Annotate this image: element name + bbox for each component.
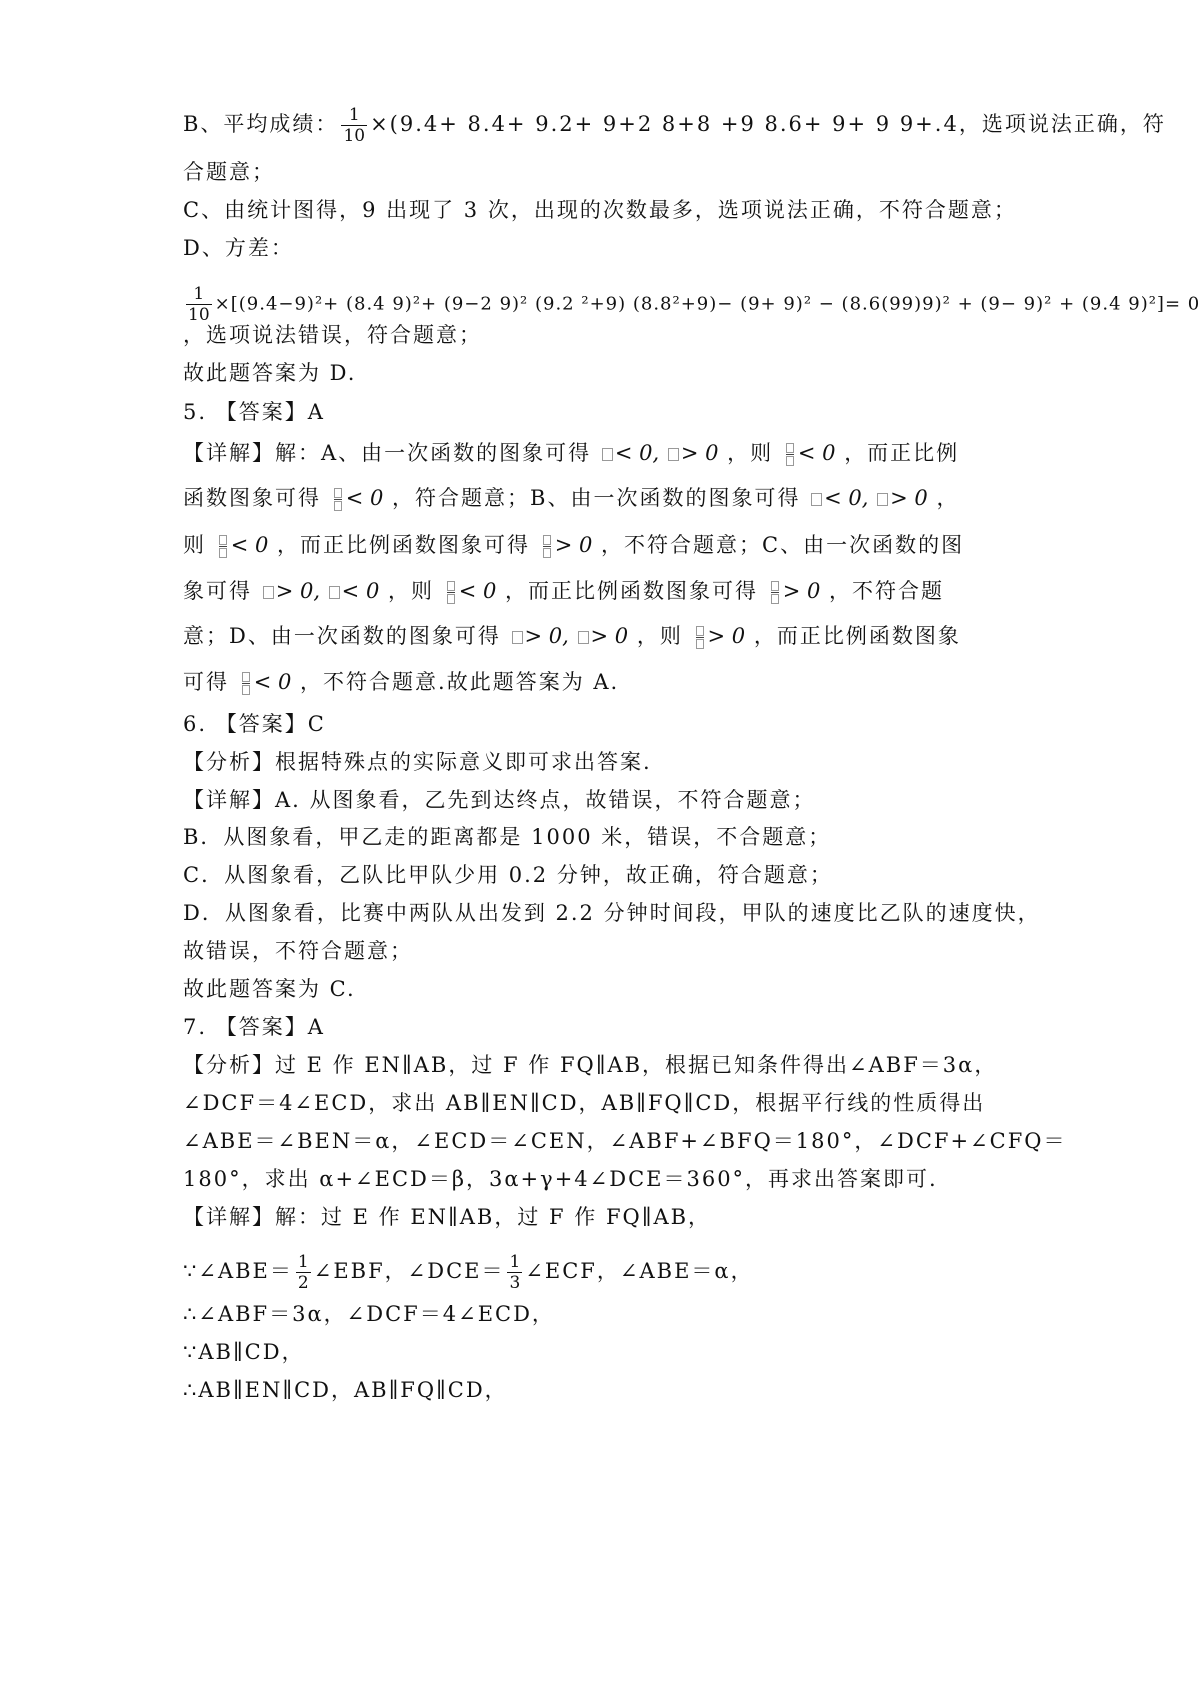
q7-analysis-4: 180°，求出 α+∠ECD＝β，3α+γ+4∠DCE＝360°，再求出答案即可.	[183, 1167, 938, 1191]
q6-option-c: C．从图象看，乙队比甲队少用 0.2 分钟，故正确，符合题意；	[183, 863, 833, 887]
q7-analysis-1: 【分析】过 E 作 EN∥AB，过 F 作 FQ∥AB，根据已知条件得出∠ABF＝3α，	[183, 1053, 998, 1077]
q6-analysis: 【分析】根据特殊点的实际意义即可求出答案.	[183, 750, 652, 774]
b-expression: ×(9.4+ 8.4+ 9.2+ 9+2 8+8 +9 8.6+ 9+ 9 9+.4，选项说法正确，符	[370, 112, 1166, 136]
line-b-average	[183, 105, 1166, 146]
math: < 0,	[824, 486, 876, 510]
placeholder-box	[263, 586, 274, 599]
line-d-variance	[183, 284, 1200, 325]
fraction-box	[334, 487, 342, 512]
q5-line2	[183, 484, 959, 512]
math: > 0,	[524, 624, 576, 648]
q7-analysis-2: ∠DCF＝4∠ECD，求出 AB∥EN∥CD，AB∥FQ∥CD，根据平行线的性质得出	[183, 1091, 986, 1115]
placeholder-box	[602, 448, 613, 461]
q7-detail: 【详解】解：过 E 作 EN∥AB，过 F 作 FQ∥AB，	[183, 1205, 712, 1229]
line-c: C、由统计图得，9 出现了 3 次，出现的次数最多，选项说法正确，不符合题意；	[183, 198, 1017, 222]
q7-analysis-3: ∠ABE＝∠BEN＝α，∠ECD＝∠CEN，∠ABF+∠BFQ＝180°，∠DCF+∠CFQ＝	[183, 1129, 1067, 1153]
math: > 0	[680, 441, 719, 465]
text: ，符合题意；B、由一次函数的图象可得	[392, 486, 801, 510]
q5-line4	[183, 577, 944, 605]
q6-option-d-cont: 故错误，不符合题意；	[183, 939, 413, 963]
fraction-1-2	[296, 1252, 311, 1293]
fraction-box	[786, 442, 794, 467]
math: < 0	[341, 579, 380, 603]
math: < 0	[253, 670, 292, 694]
text: ，	[936, 486, 960, 510]
q6-detail: 【详解】A. 从图象看，乙先到达终点，故错误，不符合题意；	[183, 788, 816, 812]
math: < 0	[458, 579, 497, 603]
text: 可得	[183, 670, 229, 694]
text: ，则	[727, 441, 774, 465]
fraction-box	[219, 534, 227, 559]
fraction-1-10	[341, 105, 367, 146]
math: < 0	[345, 486, 384, 510]
line-d-label: D、方差：	[183, 236, 294, 260]
q6-answer: 6. 【答案】C	[183, 712, 326, 736]
text: ∠EBF，∠DCE＝	[313, 1259, 505, 1283]
text: 意；D、由一次函数的图象可得	[183, 624, 501, 648]
frac-den: 10	[188, 305, 210, 325]
placeholder-box	[811, 493, 822, 506]
q7-step1	[183, 1252, 754, 1293]
text: ，则	[636, 624, 683, 648]
q6-option-b: B．从图象看，甲乙走的距离都是 1000 米，错误，不合题意；	[183, 825, 832, 849]
fraction-box	[543, 534, 551, 559]
placeholder-box	[668, 448, 679, 461]
frac-den: 3	[509, 1273, 521, 1293]
fraction-box	[771, 580, 779, 605]
frac-num: 1	[509, 1252, 521, 1272]
frac-den: 10	[343, 126, 366, 146]
q5-line1	[183, 439, 959, 467]
text: ，不符合题意；C、由一次函数的图	[601, 533, 965, 557]
placeholder-box	[877, 493, 888, 506]
frac-num: 1	[341, 105, 367, 126]
text: ，而正比例函数图象可得	[277, 533, 531, 557]
line-b-cont: 合题意；	[183, 160, 275, 184]
fraction-1-3	[507, 1252, 522, 1293]
text: 则	[183, 533, 206, 557]
math: > 0	[590, 624, 629, 648]
math: < 0	[797, 441, 836, 465]
text: ，不符合题	[829, 579, 945, 603]
q6-option-d: D．从图象看，比赛中两队从出发到 2.2 分钟时间段，甲队的速度比乙队的速度快，	[183, 901, 1041, 925]
math: < 0	[230, 533, 269, 557]
b-label: B、平均成绩：	[183, 112, 339, 136]
frac-num: 1	[186, 284, 212, 305]
frac-num: 1	[297, 1252, 309, 1272]
frac-den: 2	[297, 1273, 309, 1293]
text: ∵∠ABE＝	[183, 1259, 293, 1283]
placeholder-box	[578, 631, 589, 644]
text: 【详解】解：A、由一次函数的图象可得	[183, 441, 592, 465]
math: > 0	[554, 533, 593, 557]
d-expression: ×[(9.4−9)²+ (8.4 9)²+ (9−2 9)² (9.2 ²+9) (8.8²+9)− (9+ 9)² − (8.6(99)9)² + (9− 9)² + (9.4 9)²]= 0	[214, 293, 1200, 315]
text: ∠ECF，∠ABE＝α，	[525, 1259, 754, 1283]
q7-answer: 7. 【答案】A	[183, 1015, 325, 1039]
q6-end: 故此题答案为 C.	[183, 977, 356, 1001]
text: 象可得	[183, 579, 252, 603]
q7-step3: ∵AB∥CD，	[183, 1340, 305, 1364]
text: 函数图象可得	[183, 486, 321, 510]
placeholder-box	[512, 631, 523, 644]
math: > 0	[707, 624, 746, 648]
math: > 0	[890, 486, 928, 510]
fraction-1-10-variance	[186, 284, 212, 325]
q5-line6	[183, 668, 619, 696]
text: ，则	[388, 579, 434, 603]
placeholder-box	[329, 586, 340, 599]
q5-line5	[183, 622, 961, 650]
text: ，而正比例	[844, 441, 960, 465]
fraction-box	[447, 580, 455, 605]
text: ，不符合题意.故此题答案为 A.	[300, 670, 620, 694]
q5-answer: 5. 【答案】A	[183, 400, 325, 424]
fraction-box	[242, 671, 250, 696]
math: > 0,	[275, 579, 327, 603]
q5-line3	[183, 531, 964, 559]
line-d-end: 故此题答案为 D.	[183, 361, 357, 385]
line-d-cont: ，选项说法错误，符合题意；	[183, 323, 482, 347]
math: < 0,	[614, 441, 666, 465]
math: > 0	[782, 579, 821, 603]
q7-step4: ∴AB∥EN∥CD，AB∥FQ∥CD，	[183, 1378, 508, 1402]
text: ，而正比例函数图象	[753, 624, 961, 648]
fraction-box	[696, 625, 704, 650]
q7-step2: ∴∠ABF＝3α，∠DCF＝4∠ECD，	[183, 1302, 555, 1326]
text: ，而正比例函数图象可得	[505, 579, 759, 603]
